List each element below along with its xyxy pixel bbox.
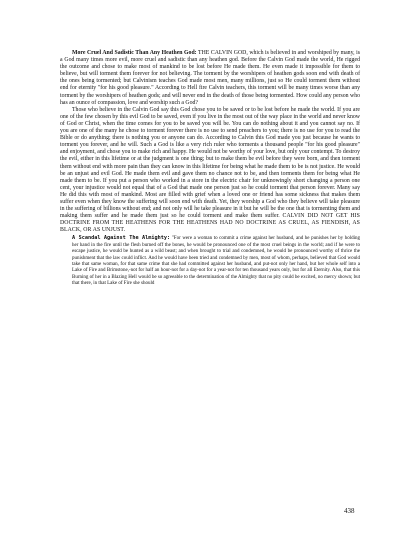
document-page [60,50,360,288]
page-number: 438 [344,507,355,515]
paragraph-2 [60,107,360,235]
paragraph-1 [60,50,360,107]
paragraph-1-body: THE CALVIN GOD, which is believed in and worshiped by many, is a God many times more evil, more cruel and sadistic than any heathen god. Before the Calvin God made the world, He rigged the outcome and chose to make most of mankind to be lost before He made them. He even made it impossible for them to believe, but will torment them forever for not believing. The torment by the worshipers of heathen gods soon end with death of the ones being tormented; but Calvinism teaches God made most men, many millions, just so He could torment them without end for eternity "for his good pleasure." According to Hell fire Calvin teachers, this torment will be many times worse than any torment by the worshipers of heathen gods; and will never end in the death of those being tormented. How could any person who has an ounce of compassion, love and worship such a God? [60,50,360,106]
quote-title: A Scandal Against The Almighty: [72,235,171,242]
paragraph-2-body: Those who believe in the Calvin God say this God chose you to be saved or to be lost before he made the world. If you are one of the few chosen by this evil God to be saved, even if you live in the most out of the way place in the world and never know of God or Christ, when the time comes for you to be saved you will be. You can do nothing about it and you cannot say no. If you are one of the many he chose to torment forever there is no use to send preachers to you; there is no use for you to read the Bible or do anything; there is nothing you or anyone can do. According to Calvin this God made you just because he wants to torment you forever, and he will. Such a God is like a very rich ruler who torments a thousand people "for his good pleasure" and enjoyment, and chose you to make rich and happy. He would not be worthy of your love, but only your contempt. To destroy the evil, either in this lifetime or at the judgment is one thing; but to make them be evil before they were born, and then torment them without end with more pain than they can know in this lifetime for being what he made them to be is not justice. He would be an unjust and evil God. He made them evil and gave them no chance not to be, and then torments them for being what He made them to be. If you put a person who worked in a store in the electric chair for unknowingly short changing a person one cent, your injustice would not equal that of a God that made one person just so he could torment that person forever. Many say He did this with most of mankind. Most are filled with grief when a loved one or friend has some sickness that makes them suffer even when they know the suffering will soon end with death. Yet, they worship a God who they believe will take pleasure in the suffering of billions without end; and not only will he take pleasure in it but he will be the one that is tormenting them and making them suffer and he made them just so he could torment and make them suffer. [60,106,360,220]
paragraph-2-caps: CALVIN DID NOT GET HIS DOCTRINE FROM THE HEATHENS FOR THE HEATHENS HAD NO DOCTRINE AS CRUEL, AS FIENDISH, AS BLACK, OR AS UNJUST. [60,213,360,234]
section-heading: More Cruel And Sadistic Than Any Heathen God: [72,50,197,56]
quote-block [60,235,360,287]
quote-body: "For were a woman to commit a crime against her husband, and he punishes her by holding her hand in the fire until the flesh burned off the bones, he would be pronounced one of the most cruel beings in the world; and if he were to escape justice, he would be hunted as a wild beast; and when brought to trial and condemned, he would be pronounced worthy of thrice the punishment that the law could inflict. And he would have been tried and condemned by men, most of whom, perhaps, believed that God would take that same woman, for that same crime that she had committed against her husband, and put-not only her hand, but her whole self into a Lake of Fire and Brimstone,-not for half an hour-not for a day-not for a year-not for ten thousand years only, but for all Eternity. Also, that this Burning of her in a Blazing Hell would be so agreeable to the determination of the Almighty that no pity could be excited, no mercy shown; but that there, in that Lake of Fire she should [72,236,361,287]
